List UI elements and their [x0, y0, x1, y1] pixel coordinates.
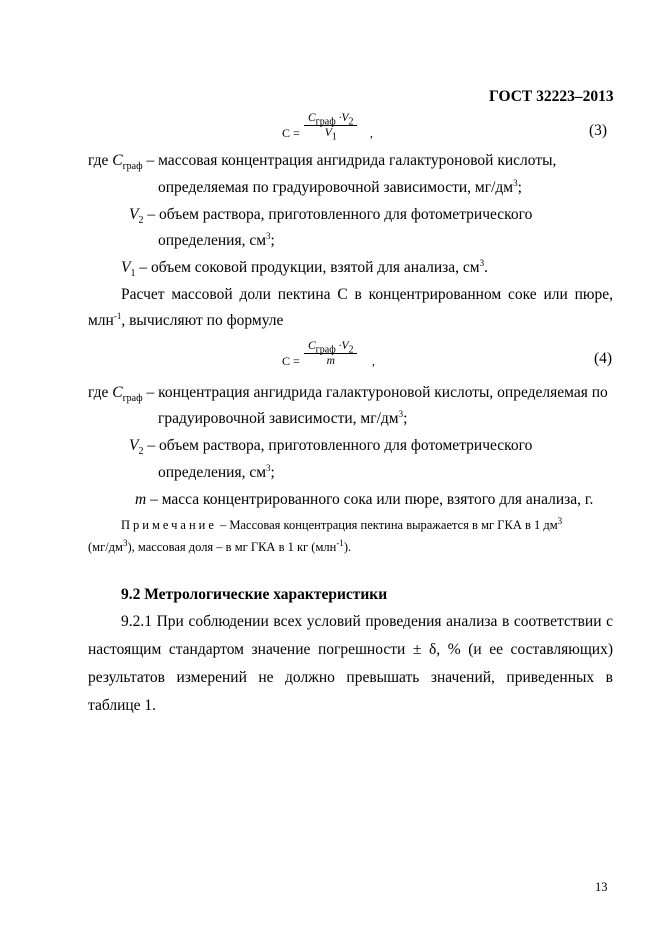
- formula-4-lhs: C =: [282, 354, 300, 368]
- note-label: Примечание: [121, 518, 217, 532]
- formula-3-num-sub: граф: [315, 116, 336, 128]
- formula-3-num-sub2: 2: [348, 116, 354, 128]
- standard-header: ГОСТ 32223–2013: [489, 88, 614, 105]
- formula-3-den-sub: 1: [331, 131, 337, 143]
- formula-4-number: (4): [594, 350, 613, 367]
- where2-c: C: [112, 384, 123, 401]
- formula-3-den: V: [324, 127, 332, 139]
- where1-v1-line: $V_1$ – объем соковой продукции, взятой для анализа, $см^3$.: [121, 257, 488, 280]
- note-line2: $(мг/дм^3)$, массовая доля – в мг ГКА в 1 кг (млн$^{-1}$).: [88, 537, 352, 554]
- where1-c-line: где $C_{граф}$ – массовая концентрация ангидрида галактуроновой кислоты,: [88, 152, 557, 173]
- formula-3-num-v: ·V: [338, 112, 349, 124]
- section-line2: настоящим стандартом значение погрешности ± δ, % (и ее составляющих): [88, 641, 613, 658]
- where2-c-line: где $C_{граф}$ – концентрация ангидрида галактуроновой кислоты, определяемая по: [88, 384, 608, 405]
- page-number: 13: [595, 880, 608, 894]
- where2-m-line: m – масса концентрированного сока или пюре, взятого для анализа, г.: [135, 491, 594, 508]
- formula-4: [282, 340, 375, 385]
- where1-c-sub: граф: [122, 161, 143, 173]
- where1-v2-line: $V_2$ – объем раствора, приготовленного для фотометрического: [129, 206, 533, 227]
- note-line1: Примечание – Массовая концентрация пектина выражается в мг ГКА в 1 $дм^3$: [121, 515, 563, 532]
- where2-m: m: [135, 491, 147, 508]
- where2-v2-line2: определения, $см^3$;: [158, 462, 275, 481]
- formula-4-tail: ,: [372, 354, 375, 368]
- section-heading: 9.2 Метрологические характеристики: [121, 586, 388, 603]
- where2-v2-line: $V_2$ – объем раствора, приготовленного для фотометрического: [129, 437, 533, 458]
- section-line4: таблице 1.: [88, 697, 157, 714]
- where2-c-line2: градуировочной зависимости, $мг/дм^3$;: [158, 408, 408, 427]
- formula-3-num-c: C: [308, 112, 316, 124]
- formula-3-number: (3): [589, 122, 608, 139]
- formula-3-lhs: C =: [282, 126, 300, 140]
- where1-c: C: [112, 152, 123, 169]
- section-line1: 9.2.1 При соблюдении всех условий проведения анализа в соответствии с: [121, 613, 613, 630]
- calc-paragraph-line1: Расчет массовой доли пектина C в концентрированном соке или пюре,: [121, 286, 613, 303]
- where1-v2: V: [129, 206, 139, 223]
- section-line3: результатов измерений не должно превышать значений, приведенных в: [88, 669, 613, 686]
- where1-v1: V: [121, 259, 131, 276]
- where2-v2: V: [129, 437, 139, 454]
- formula-4-den: m: [326, 355, 335, 367]
- formula-4-num-c: C: [308, 340, 316, 352]
- formula-3-fraction: [304, 111, 357, 143]
- where1-v2-line2: определения, $см^3$;: [158, 230, 275, 249]
- calc-paragraph-line2: млн$^{-1}$, вычисляют по формуле: [88, 310, 284, 329]
- formula-4-fraction: $C_{граф} \cdot V_2$ m: [304, 339, 357, 368]
- where1-c-line2: определяемая по градуировочной зависимости, $мг/дм^3$;: [158, 177, 522, 196]
- formula-3-tail: ,: [370, 126, 373, 140]
